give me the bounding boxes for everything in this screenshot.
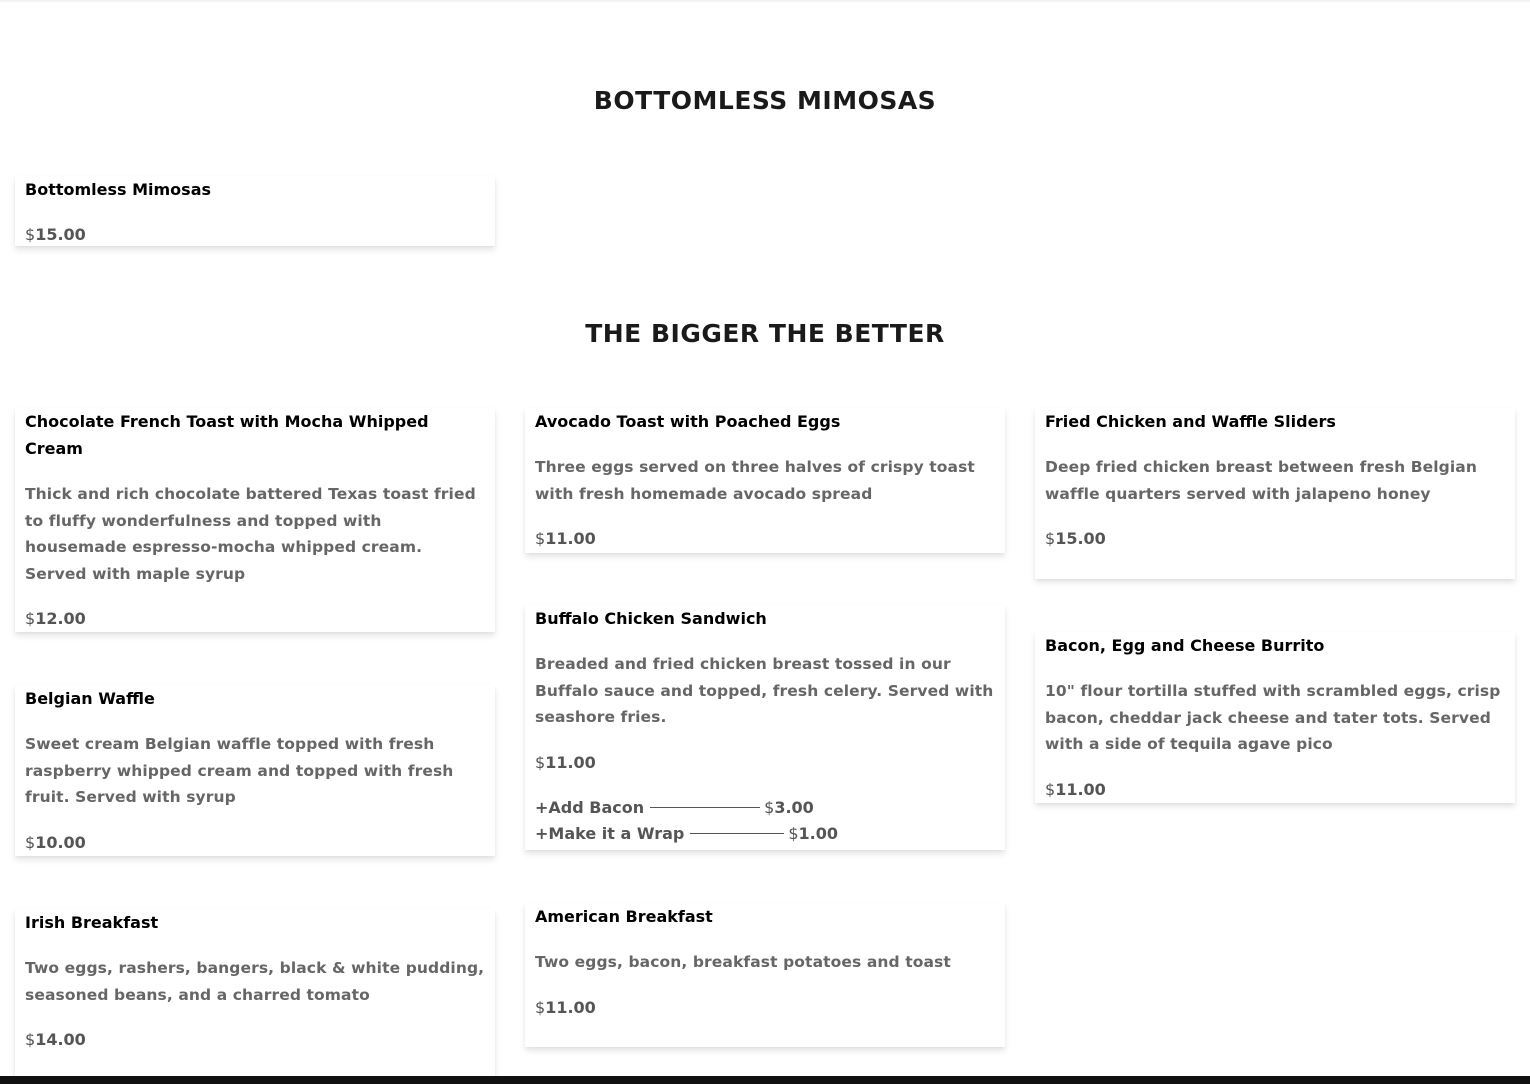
menu-item-card[interactable] [15, 685, 495, 856]
menu-item-addons [535, 795, 995, 847]
addon-price: 3.00 [774, 797, 814, 817]
menu-item-name: Belgian Waffle [25, 689, 155, 708]
menu-item-price: $11.00 [535, 752, 596, 772]
addon-price: 1.00 [798, 823, 839, 843]
addon-currency: $ [764, 797, 775, 817]
addon-leader-line [690, 833, 784, 834]
addon-label: +Add Bacon [535, 797, 645, 817]
addon-row[interactable] [535, 821, 995, 847]
menu-item-card[interactable] [15, 408, 495, 632]
menu-item-price: $10.00 [25, 832, 86, 852]
menu-item-name: Buffalo Chicken Sandwich [535, 609, 767, 628]
top-divider [0, 0, 1530, 2]
menu-item-price: $11.00 [535, 997, 596, 1017]
addon-label: +Make it a Wrap [535, 823, 685, 843]
bottom-bar [0, 1076, 1530, 1084]
menu-item-description: Three eggs served on three halves of crispy toast with fresh homemade avocado spread [535, 458, 975, 503]
menu-item-name: Chocolate French Toast with Mocha Whipped Cream [25, 412, 429, 458]
menu-item-card[interactable] [1035, 632, 1515, 803]
menu-item-description: Two eggs, bacon, breakfast potatoes and toast [535, 953, 951, 971]
addon-leader-line [650, 807, 760, 808]
menu-item-name: Bacon, Egg and Cheese Burrito [1045, 636, 1325, 655]
section-title-bottomless-mimosas: BOTTOMLESS MIMOSAS [593, 86, 937, 115]
menu-item-price: $15.00 [25, 225, 86, 244]
menu-item-price: $11.00 [1045, 779, 1106, 799]
menu-item-price: $15.00 [1045, 529, 1106, 548]
addon-row[interactable] [535, 795, 995, 821]
menu-item-description: Thick and rich chocolate battered Texas toast fried to fluffy wonderfulness and topped with housemade espresso-mocha whipped cream. Served with maple syrup [25, 485, 476, 583]
menu-item-description: 10" flour tortilla stuffed with scrambled eggs, crisp bacon, cheddar jack cheese and tater tots. Served with a side of tequila agave pico [1045, 682, 1501, 753]
menu-item-name: Avocado Toast with Poached Eggs [535, 412, 841, 431]
menu-item-price: $14.00 [25, 1030, 86, 1049]
menu-item-description: Sweet cream Belgian waffle topped with fresh raspberry whipped cream and topped with fresh fruit. Served with syrup [25, 735, 454, 806]
menu-item-description: Breaded and fried chicken breast tossed in our Buffalo sauce and topped, fresh celery. Served with seashore fries. [535, 655, 994, 726]
menu-item-card[interactable] [525, 605, 1005, 850]
menu-item-card[interactable] [525, 408, 1005, 553]
menu-item-price: $11.00 [535, 529, 596, 548]
menu-item-card[interactable] [15, 176, 495, 246]
section-title-the-bigger-the-better: THE BIGGER THE BETTER [585, 319, 945, 348]
menu-item-description: Deep fried chicken breast between fresh Belgian waffle quarters served with jalapeno honey [1045, 458, 1477, 503]
menu-item-name: Irish Breakfast [25, 913, 159, 932]
menu-item-card[interactable] [1035, 408, 1515, 579]
menu-item-name: Fried Chicken and Waffle Sliders [1045, 412, 1336, 431]
menu-item-card[interactable] [15, 909, 495, 1084]
addon-currency: $ [788, 823, 799, 843]
menu-item-description: Two eggs, rashers, bangers, black & white pudding, seasoned beans, and a charred tomato [25, 959, 485, 1004]
menu-item-card[interactable] [525, 903, 1005, 1047]
menu-item-price: $12.00 [25, 609, 86, 628]
menu-item-name: Bottomless Mimosas [25, 180, 212, 199]
menu-item-name: American Breakfast [535, 907, 713, 926]
